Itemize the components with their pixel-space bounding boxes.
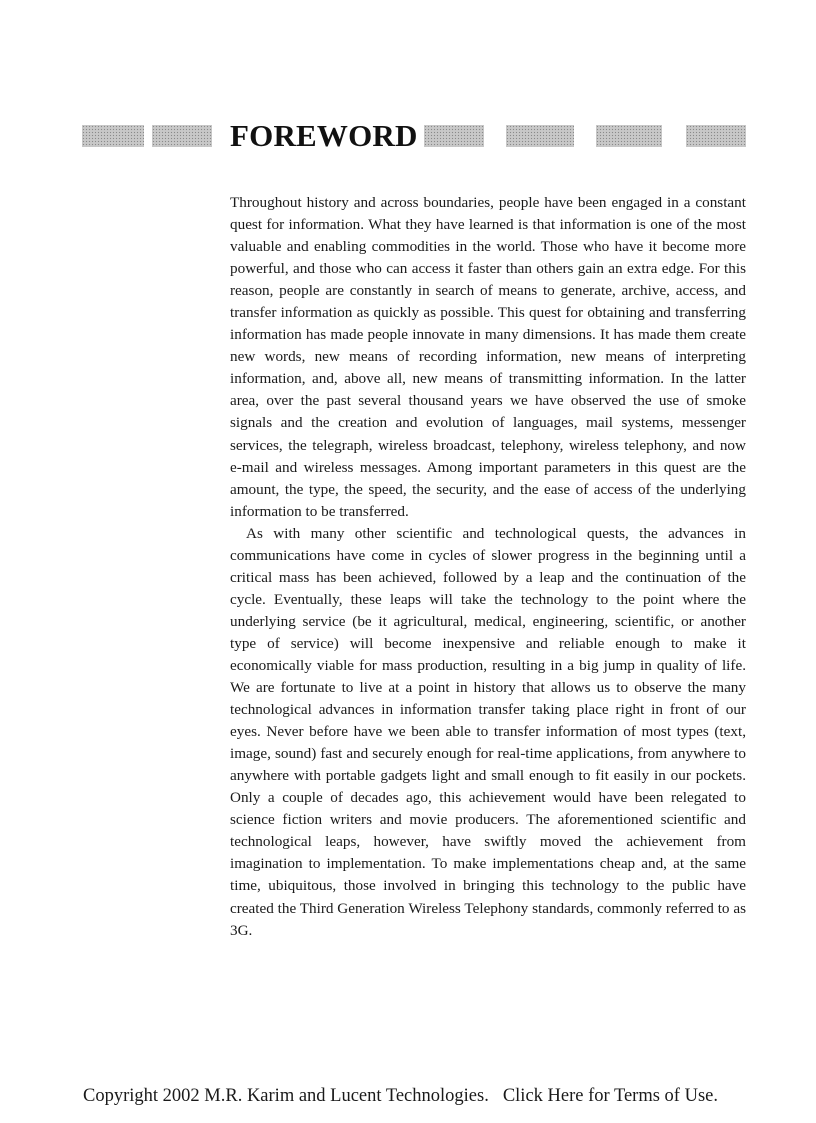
paragraph-1: Throughout history and across boundaries, people have been engaged in a constant quest for information. What they have learned is that information is one of the most valuable and enabling commodities in the world. Those who have it become more powerful, and those who can access it faster than others gain an extra edge. For this reason, people are constantly in search of means to generate, archive, access, and transfer information as quickly as possible. This quest for obtaining and transferring information has made people innovate in many dimensions. It has made them create new words, new means of recording information, new means of interpreting information, and, above all, new means of transmitting information. In the latter area, over the past several thousand years we have observed the use of smoke signals and the creation and evolution of languages, mail systems, messenger services, the telegraph, wireless broadcast, telephony, wireless telephony, and now e-mail and wireless messages. Among important parameters in this quest are the amount, the type, the speed, the security, and the ease of access of the underlying information to be transferred. — [230, 194, 746, 520]
decorative-bar — [506, 125, 574, 147]
chapter-title: FOREWORD — [230, 118, 418, 153]
decorative-bar — [596, 125, 662, 147]
copyright-notice: Copyright 2002 M.R. Karim and Lucent Technologies. — [83, 1086, 489, 1106]
decorative-bar — [424, 125, 484, 147]
page-footer — [83, 1084, 718, 1108]
decorative-bar — [82, 125, 144, 147]
decorative-bar — [152, 125, 212, 147]
paragraph-2: As with many other scientific and technological quests, the advances in communications have come in cycles of slower progress in the beginning until a critical mass has been achieved, followed by a leap and the continuation of the cycle. Eventually, these leaps will take the technology to the point where the underlying service (be it agricultural, medical, engineering, scientific, or another type of service) will become inexpensive and reliable enough to make it economically viable for mass production, resulting in a big jump in quality of life. We are fortunate to live at a point in history that allows us to observe the many technological advances in information transfer taking place right in front of our eyes. Never before have we been able to transfer information of most types (text, image, sound) fast and securely enough for real-time applications, from anywhere to anywhere with portable gadgets light and small enough to fit easily in our pockets. Only a couple of decades ago, this achievement would have been relegated to science fiction writers and movie producers. The aforementioned scientific and technological leaps, however, have swiftly moved the achievement from imagination to implementation. To make implementations cheap and, at the same time, ubiquitous, those involved in bringing this technology to the public have created the Third Generation Wireless Telephony standards, commonly referred to as 3G. — [230, 524, 746, 939]
foreword-body — [230, 192, 746, 942]
chapter-heading — [0, 116, 816, 156]
terms-of-use-link[interactable]: Click Here for Terms of Use. — [502, 1086, 718, 1106]
decorative-bar — [686, 125, 746, 147]
